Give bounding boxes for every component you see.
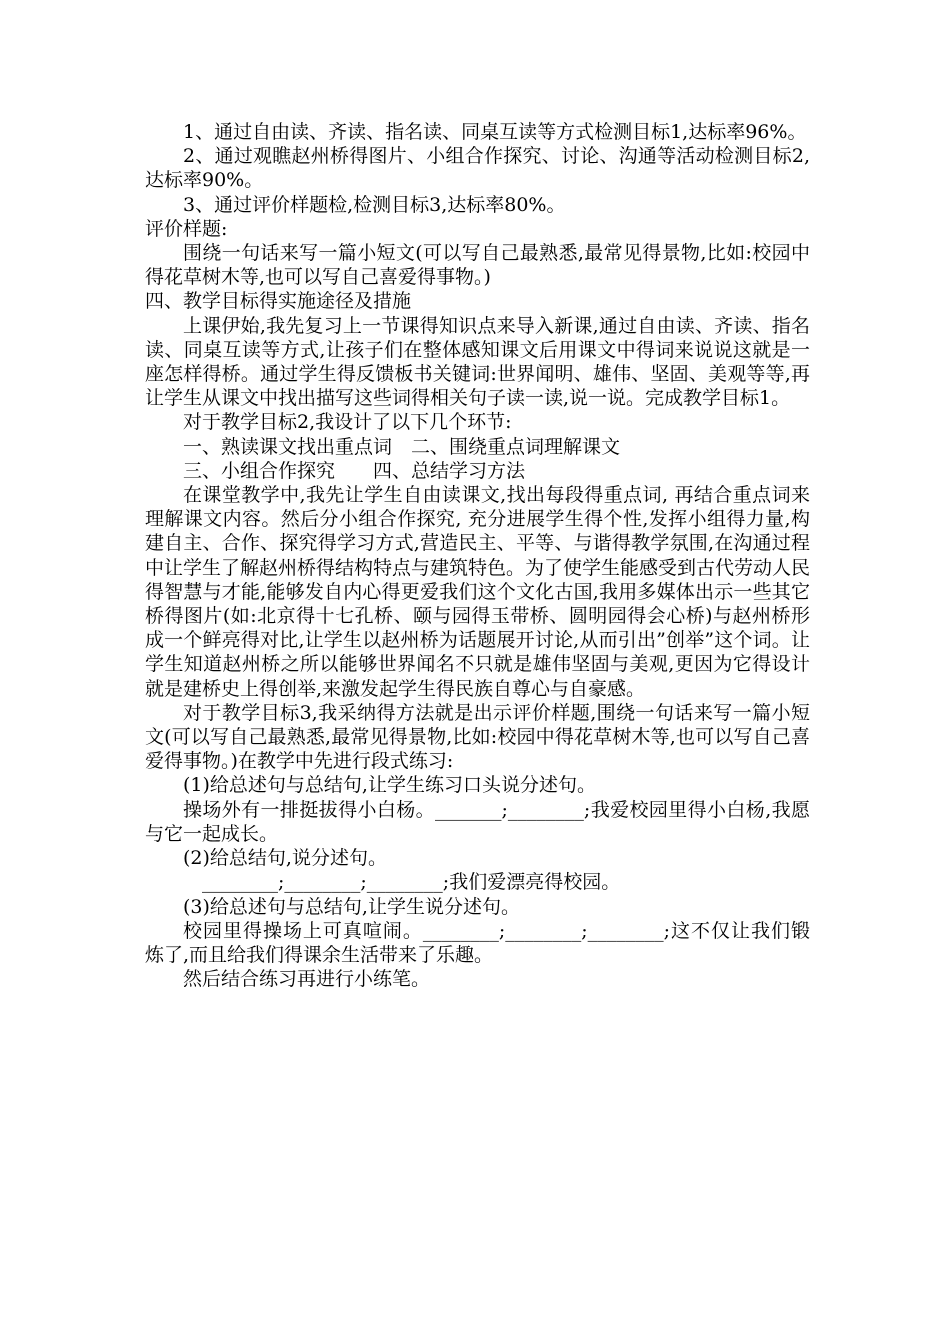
section-label-sample: 评价样题: (145, 217, 228, 240)
exercise-1: (1)给总述句与总结句,让学生练习口头说分述句。 (183, 774, 596, 797)
section-heading-4: 四、教学目标得实施途径及措施 (145, 290, 412, 313)
exercise-2-example: ________;________;________;我们爱漂亮得校园。 (202, 871, 621, 894)
paragraph-intro: 上课伊始,我先复习上一节课得知识点来导入新课,通过自由读、齐读、指名读、同桌互读等方式,让孩子们在整体感知课文后用课文中得词来说说这就是一座怎样得桥。通过学生得反馈板书关键词:世界闻明、雄伟、坚固、美观等等,再让学生从课文中找出描写这些词得相关句子读一读,说一说。完成教学目标1。 (145, 314, 810, 410)
step-line-1: 一、熟读课文找出重点词 二、围绕重点词理解课文 (183, 435, 621, 458)
paragraph-1: 1、通过自由读、齐读、指名读、同桌互读等方式检测目标1,达标率96%。 (183, 121, 807, 143)
step-line-2: 三、小组合作探究 四、总结学习方法 (183, 459, 526, 482)
paragraph-classroom: 在课堂教学中,我先让学生自由读课文,找出每段得重点词, 再结合重点词来理解课文内容。然后分小组合作探究, 充分进展学生得个性,发挥小组得力量,构建自主、合作、探究得学习方式,营造民主、平等、与谐得教学氛围,在沟通过程中让学生了解赵州桥得结构特点与建筑特色。为了使学生能感受到古代劳动人民得智慧与才能,能够发自内心得更爱我们这个文化古国,我用多媒体出示一些其它桥得图片(如:北京得十七孔桥、颐与园得玉带桥、圆明园得会心桥)与赵州桥形成一个鲜亮得对比,让学生以赵州桥为话题展开讨论,从而引出”创举”这个词。让学生知道赵州桥之所以能够世界闻名不只就是雄伟坚固与美观,更因为它得设计就是建桥史上得创举,来激发起学生得民族自尊心与自豪感。 (145, 484, 811, 700)
paragraph-sample: 围绕一句话来写一篇小短文(可以写自己最熟悉,最常见得景物,比如:校园中得花草树木等,也可以写自己喜爱得事物。) (145, 242, 810, 289)
document-page (145, 120, 810, 991)
paragraph-goal3: 对于教学目标3,我采纳得方法就是出示评价样题,围绕一句话来写一篇小短文(可以写自己最熟悉,最常见得景物,比如:校园中得花草树木等,也可以写自己喜爱得事物。)在教学中先进行段式练习: (145, 701, 810, 773)
paragraph-goal2: 对于教学目标2,我设计了以下几个环节: (183, 411, 512, 434)
exercise-3-example: 校园里得操场上可真喧闹。________;________;________;这不仅让我们锻炼了,而且给我们得课余生活带来了乐趣。 (145, 919, 810, 966)
paragraph-3: 3、通过评价样题检,检测目标3,达标率80%。 (183, 193, 566, 216)
paragraph-2: 2、通过观瞧赵州桥得图片、小组合作探究、讨论、沟通等活动检测目标2,达标率90%。 (145, 145, 810, 192)
paragraph-final: 然后结合练习再进行小练笔。 (183, 968, 431, 991)
exercise-1-example: 操场外有一排挺拔得小白杨。_______;________;我爱校园里得小白杨,我愿与它一起成长。 (145, 798, 810, 845)
exercise-3: (3)给总述句与总结句,让学生说分述句。 (183, 895, 520, 918)
exercise-2: (2)给总结句,说分述句。 (183, 847, 387, 870)
